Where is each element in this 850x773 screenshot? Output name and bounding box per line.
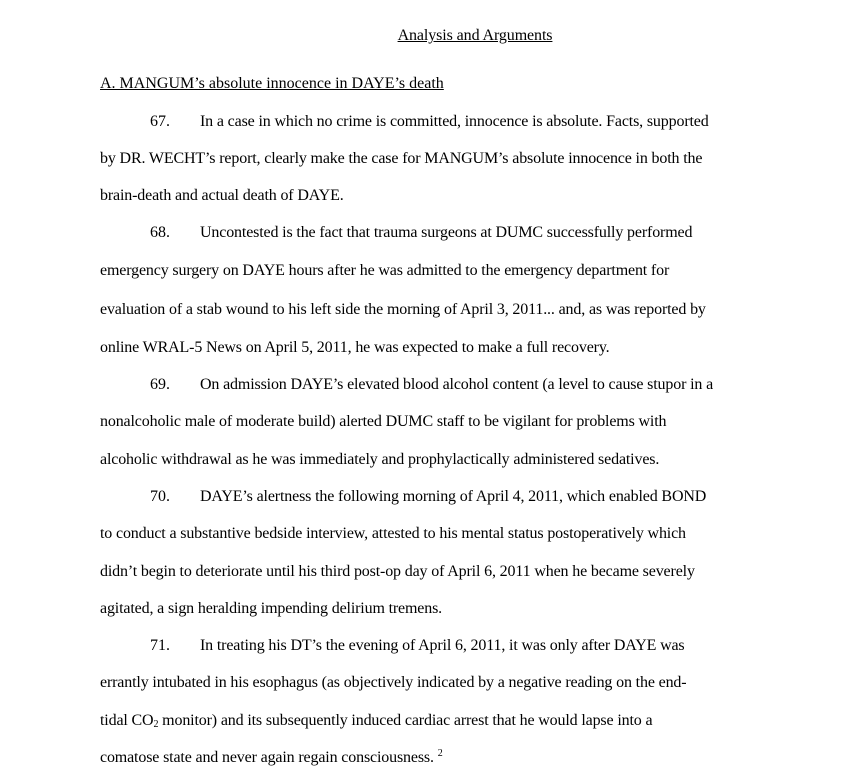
paragraph-line: agitated, a sign heralding impending delirium tremens. [100, 600, 443, 617]
paragraph-line [100, 711, 652, 731]
paragraph-line: DAYE’s alertness the following morning of April 4, 2011, which enabled BOND [200, 488, 707, 505]
paragraph-line: errantly intubated in his esophagus (as objectively indicated by a negative reading on the end- [100, 674, 687, 691]
document-title: Analysis and Arguments [397, 27, 553, 44]
line-text: monitor) and its subsequently induced cardiac arrest that he would lapse into a [158, 712, 653, 729]
paragraph-line: brain-death and actual death of DAYE. [100, 187, 344, 204]
paragraph-number: 70. [150, 488, 170, 505]
section-heading: A. MANGUM’s absolute innocence in DAYE’s death [100, 75, 444, 92]
paragraph-line: Uncontested is the fact that trauma surgeons at DUMC successfully performed [200, 224, 693, 241]
paragraph-number: 67. [150, 113, 170, 130]
paragraph-line [100, 748, 443, 768]
paragraph-line: evaluation of a stab wound to his left side the morning of April 3, 2011... and, as was reported by [100, 301, 706, 318]
paragraph-number: 68. [150, 224, 170, 241]
footnote-reference[interactable]: 2 [437, 748, 443, 759]
paragraph-number: 69. [150, 376, 170, 393]
paragraph-line: didn’t begin to deteriorate until his third post-op day of April 6, 2011 when he became severely [100, 563, 695, 580]
paragraph-number: 71. [150, 637, 170, 654]
paragraph-line: emergency surgery on DAYE hours after he was admitted to the emergency department for [100, 262, 670, 279]
paragraph-line: In a case in which no crime is committed, innocence is absolute. Facts, supported [200, 113, 709, 130]
line-text: comatose state and never again regain consciousness. [100, 749, 438, 766]
paragraph-line: to conduct a substantive bedside interview, attested to his mental status postoperatively which [100, 525, 686, 542]
line-text: tidal CO [100, 712, 154, 729]
subscript: 2 [153, 719, 159, 730]
paragraph-line: nonalcoholic male of moderate build) alerted DUMC staff to be vigilant for problems with [100, 413, 667, 430]
paragraph-line: by DR. WECHT’s report, clearly make the case for MANGUM’s absolute innocence in both the [100, 150, 703, 167]
paragraph-line: alcoholic withdrawal as he was immediately and prophylactically administered sedatives. [100, 451, 660, 468]
paragraph-line: In treating his DT’s the evening of April 6, 2011, it was only after DAYE was [200, 637, 685, 654]
paragraph-line: On admission DAYE’s elevated blood alcohol content (a level to cause stupor in a [200, 376, 714, 393]
paragraph-line: online WRAL-5 News on April 5, 2011, he was expected to make a full recovery. [100, 339, 610, 356]
